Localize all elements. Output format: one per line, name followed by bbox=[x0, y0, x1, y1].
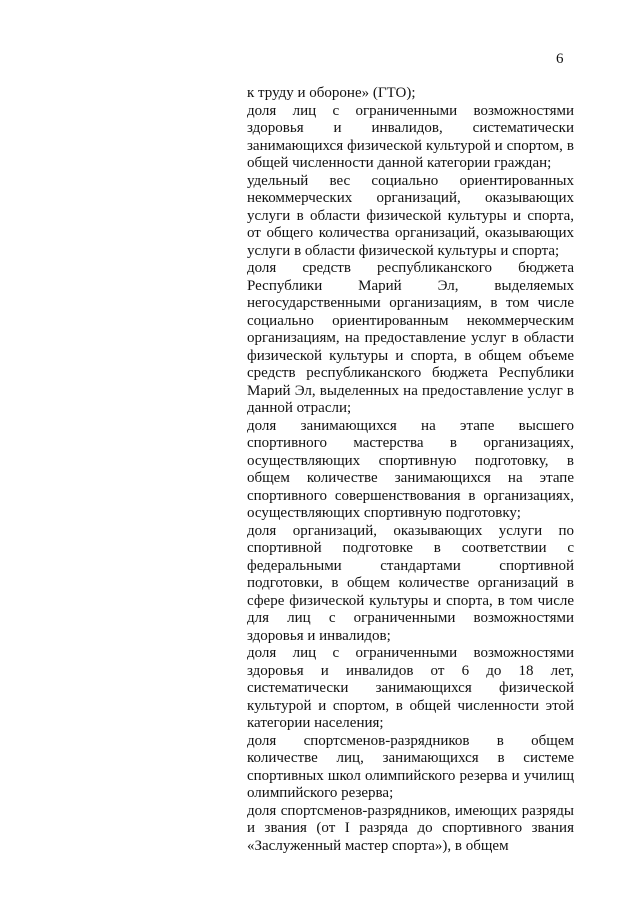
page-number: 6 bbox=[556, 51, 564, 67]
paragraph-nonprofit-share: удельный вес социально ориентированных некоммерческих организаций, оказывающих услуги в области физической культуры и спорта, от общего количества организаций, оказывающих услуги в области физической культуры и спорта; bbox=[247, 172, 574, 259]
paragraph-ranked-athletes: доля спортсменов-разрядников в общем количестве лиц, занимающихся в системе спортивных школ олимпийского резерва и училищ олимпийского резерва; bbox=[247, 732, 574, 801]
paragraph-disabled-share: доля лиц с ограниченными возможностями здоровья и инвалидов, систематически занимающихся физической культурой и спортом, в общей численности данной категории граждан; bbox=[247, 102, 574, 171]
document-body bbox=[247, 85, 574, 855]
paragraph-gto-continuation: к труду и обороне» (ГТО); bbox=[247, 85, 416, 101]
paragraph-federal-standards: доля организаций, оказывающих услуги по спортивной подготовке в соответствии с федеральными стандартами спортивной подготовки, в общем количестве организаций в сфере физической культуры и спорта, в том числе для лиц с ограниченными возможностями здоровья и инвалидов; bbox=[247, 522, 574, 644]
paragraph-ranked-titles: доля спортсменов-разрядников, имеющих разряды и звания (от I разряда до спортивного звания «Заслуженный мастер спорта»), в общем bbox=[247, 802, 574, 854]
paragraph-budget-share: доля средств республиканского бюджета Республики Марий Эл, выделяемых негосударственными организациям, в том числе социально ориентированным некоммерческим организациям, на предоставление услуг в области физической культуры и спорта, в общем объеме средств республиканского бюджета Республики Марий Эл, выделенных на предоставление услуг в данной отрасли; bbox=[247, 260, 574, 416]
paragraph-youth-disabled: доля лиц с ограниченными возможностями здоровья и инвалидов от 6 до 18 лет, систематически занимающихся физической культурой и спортом, в общей численности этой категории населения; bbox=[247, 645, 574, 731]
paragraph-higher-mastery: доля занимающихся на этапе высшего спортивного мастерства в организациях, осуществляющих спортивную подготовку, в общем количестве занимающихся на этапе спортивного совершенствования в организациях, осуществляющих спортивную подготовку; bbox=[247, 417, 574, 521]
